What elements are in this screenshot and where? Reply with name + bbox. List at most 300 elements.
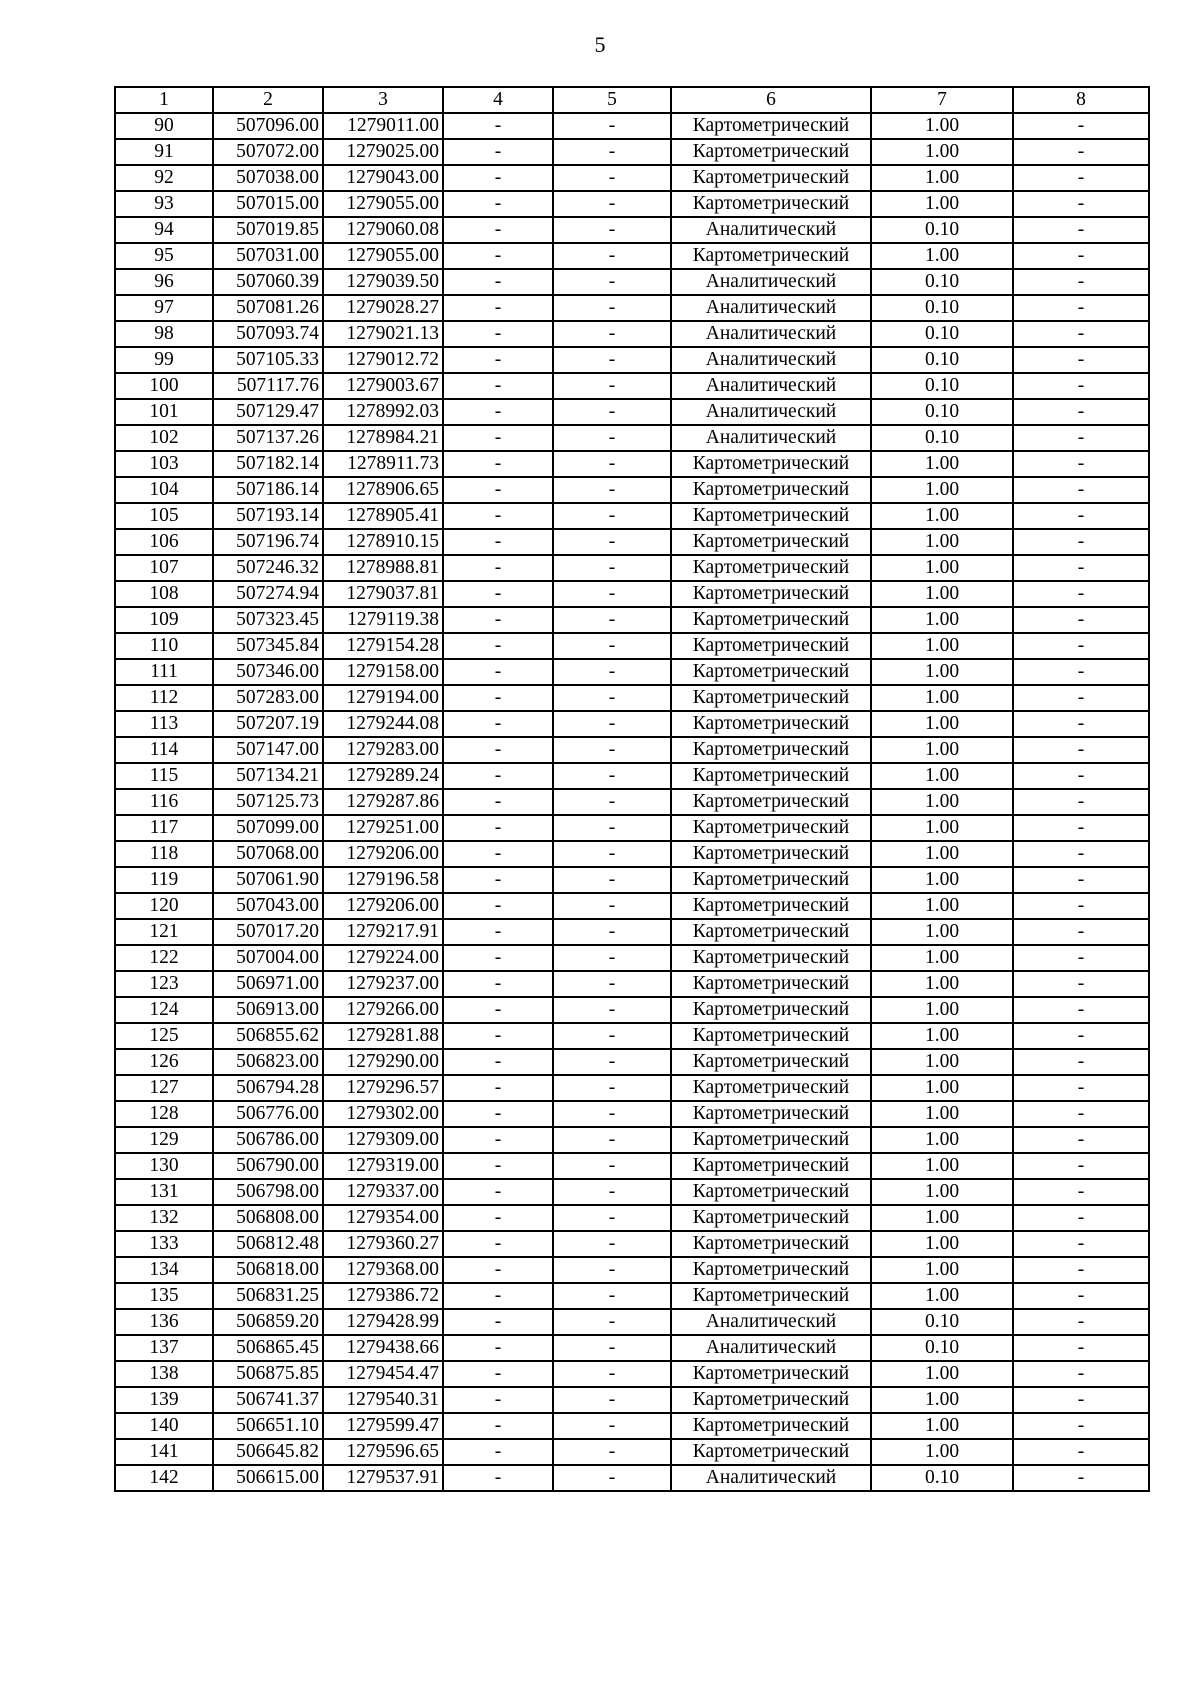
col4-cell: - [443,399,553,425]
col4-cell: - [443,945,553,971]
method-cell: Картометрический [671,789,871,815]
method-cell: Аналитический [671,1465,871,1491]
table-row [115,659,1149,685]
accuracy-cell: 1.00 [871,165,1013,191]
x-coordinate-cell: 507061.90 [213,867,323,893]
point-number-cell: 99 [115,347,213,373]
col5-cell: - [553,1231,671,1257]
table-row [115,1049,1149,1075]
method-cell: Картометрический [671,893,871,919]
point-number-cell: 117 [115,815,213,841]
col4-cell: - [443,295,553,321]
col8-cell: - [1013,243,1149,269]
col4-cell: - [443,1075,553,1101]
table-row [115,711,1149,737]
method-cell: Аналитический [671,1335,871,1361]
point-number-cell: 139 [115,1387,213,1413]
col8-cell: - [1013,789,1149,815]
col5-cell: - [553,1049,671,1075]
y-coordinate-cell: 1279438.66 [323,1335,443,1361]
method-cell: Аналитический [671,295,871,321]
col4-cell: - [443,867,553,893]
col4-cell: - [443,477,553,503]
col8-cell: - [1013,1465,1149,1491]
method-cell: Картометрический [671,1439,871,1465]
col4-cell: - [443,685,553,711]
method-cell: Картометрический [671,919,871,945]
y-coordinate-cell: 1279251.00 [323,815,443,841]
table-row [115,425,1149,451]
table-row [115,321,1149,347]
col4-cell: - [443,893,553,919]
y-coordinate-cell: 1279302.00 [323,1101,443,1127]
col8-cell: - [1013,711,1149,737]
point-number-cell: 94 [115,217,213,243]
col5-cell: - [553,113,671,139]
x-coordinate-cell: 506859.20 [213,1309,323,1335]
col4-cell: - [443,113,553,139]
method-cell: Картометрический [671,1127,871,1153]
col8-cell: - [1013,997,1149,1023]
x-coordinate-cell: 507015.00 [213,191,323,217]
y-coordinate-cell: 1279283.00 [323,737,443,763]
y-coordinate-cell: 1279537.91 [323,1465,443,1491]
column-header: 7 [871,87,1013,113]
col8-cell: - [1013,139,1149,165]
table-row [115,243,1149,269]
col8-cell: - [1013,373,1149,399]
accuracy-cell: 1.00 [871,477,1013,503]
method-cell: Картометрический [671,243,871,269]
method-cell: Картометрический [671,841,871,867]
method-cell: Картометрический [671,581,871,607]
x-coordinate-cell: 507207.19 [213,711,323,737]
method-cell: Картометрический [671,503,871,529]
col5-cell: - [553,893,671,919]
col5-cell: - [553,269,671,295]
col5-cell: - [553,399,671,425]
col8-cell: - [1013,321,1149,347]
method-cell: Картометрический [671,1283,871,1309]
x-coordinate-cell: 507182.14 [213,451,323,477]
accuracy-cell: 1.00 [871,243,1013,269]
col8-cell: - [1013,1127,1149,1153]
col4-cell: - [443,971,553,997]
col8-cell: - [1013,815,1149,841]
point-number-cell: 119 [115,867,213,893]
method-cell: Картометрический [671,1101,871,1127]
table-row [115,1153,1149,1179]
accuracy-cell: 1.00 [871,581,1013,607]
col8-cell: - [1013,269,1149,295]
col8-cell: - [1013,971,1149,997]
table-row [115,347,1149,373]
col4-cell: - [443,1387,553,1413]
col4-cell: - [443,1049,553,1075]
x-coordinate-cell: 506798.00 [213,1179,323,1205]
accuracy-cell: 1.00 [871,1231,1013,1257]
x-coordinate-cell: 506818.00 [213,1257,323,1283]
x-coordinate-cell: 507081.26 [213,295,323,321]
x-coordinate-cell: 507283.00 [213,685,323,711]
y-coordinate-cell: 1278984.21 [323,425,443,451]
table-row [115,1387,1149,1413]
x-coordinate-cell: 506875.85 [213,1361,323,1387]
y-coordinate-cell: 1279237.00 [323,971,443,997]
col5-cell: - [553,1075,671,1101]
point-number-cell: 101 [115,399,213,425]
method-cell: Картометрический [671,1153,871,1179]
col5-cell: - [553,607,671,633]
col5-cell: - [553,1387,671,1413]
accuracy-cell: 1.00 [871,1257,1013,1283]
y-coordinate-cell: 1278910.15 [323,529,443,555]
x-coordinate-cell: 507129.47 [213,399,323,425]
col8-cell: - [1013,1439,1149,1465]
col8-cell: - [1013,607,1149,633]
col4-cell: - [443,139,553,165]
col5-cell: - [553,1413,671,1439]
method-cell: Картометрический [671,607,871,633]
col8-cell: - [1013,1153,1149,1179]
method-cell: Аналитический [671,399,871,425]
point-number-cell: 140 [115,1413,213,1439]
method-cell: Картометрический [671,1049,871,1075]
point-number-cell: 138 [115,1361,213,1387]
col5-cell: - [553,1101,671,1127]
col4-cell: - [443,1413,553,1439]
y-coordinate-cell: 1279368.00 [323,1257,443,1283]
col8-cell: - [1013,763,1149,789]
table-row [115,1361,1149,1387]
col4-cell: - [443,425,553,451]
x-coordinate-cell: 506971.00 [213,971,323,997]
table-row [115,139,1149,165]
col5-cell: - [553,1335,671,1361]
x-coordinate-cell: 506645.82 [213,1439,323,1465]
col5-cell: - [553,997,671,1023]
method-cell: Картометрический [671,867,871,893]
y-coordinate-cell: 1279224.00 [323,945,443,971]
col5-cell: - [553,1361,671,1387]
point-number-cell: 135 [115,1283,213,1309]
method-cell: Картометрический [671,815,871,841]
x-coordinate-cell: 506776.00 [213,1101,323,1127]
col4-cell: - [443,1127,553,1153]
method-cell: Картометрический [671,139,871,165]
table-row [115,113,1149,139]
y-coordinate-cell: 1279037.81 [323,581,443,607]
col8-cell: - [1013,1361,1149,1387]
col4-cell: - [443,529,553,555]
y-coordinate-cell: 1279596.65 [323,1439,443,1465]
x-coordinate-cell: 507038.00 [213,165,323,191]
point-number-cell: 120 [115,893,213,919]
y-coordinate-cell: 1279158.00 [323,659,443,685]
method-cell: Картометрический [671,763,871,789]
col8-cell: - [1013,841,1149,867]
method-cell: Аналитический [671,425,871,451]
col4-cell: - [443,269,553,295]
accuracy-cell: 0.10 [871,321,1013,347]
method-cell: Картометрический [671,997,871,1023]
method-cell: Картометрический [671,1231,871,1257]
table-row [115,737,1149,763]
accuracy-cell: 1.00 [871,1153,1013,1179]
col5-cell: - [553,217,671,243]
table-row [115,919,1149,945]
y-coordinate-cell: 1279028.27 [323,295,443,321]
col8-cell: - [1013,529,1149,555]
col4-cell: - [443,763,553,789]
y-coordinate-cell: 1279021.13 [323,321,443,347]
column-header: 1 [115,87,213,113]
col8-cell: - [1013,1101,1149,1127]
accuracy-cell: 1.00 [871,737,1013,763]
point-number-cell: 116 [115,789,213,815]
method-cell: Картометрический [671,1361,871,1387]
y-coordinate-cell: 1279266.00 [323,997,443,1023]
point-number-cell: 104 [115,477,213,503]
table-row [115,269,1149,295]
col5-cell: - [553,1309,671,1335]
point-number-cell: 111 [115,659,213,685]
y-coordinate-cell: 1279194.00 [323,685,443,711]
method-cell: Аналитический [671,1309,871,1335]
x-coordinate-cell: 506794.28 [213,1075,323,1101]
col8-cell: - [1013,1335,1149,1361]
col4-cell: - [443,1023,553,1049]
y-coordinate-cell: 1279354.00 [323,1205,443,1231]
method-cell: Картометрический [671,555,871,581]
x-coordinate-cell: 507060.39 [213,269,323,295]
accuracy-cell: 1.00 [871,1075,1013,1101]
col8-cell: - [1013,919,1149,945]
y-coordinate-cell: 1279196.58 [323,867,443,893]
x-coordinate-cell: 507068.00 [213,841,323,867]
point-number-cell: 125 [115,1023,213,1049]
y-coordinate-cell: 1279386.72 [323,1283,443,1309]
point-number-cell: 90 [115,113,213,139]
x-coordinate-cell: 507043.00 [213,893,323,919]
col4-cell: - [443,1153,553,1179]
table-row [115,1257,1149,1283]
col8-cell: - [1013,347,1149,373]
y-coordinate-cell: 1279337.00 [323,1179,443,1205]
col8-cell: - [1013,555,1149,581]
x-coordinate-cell: 506831.25 [213,1283,323,1309]
col8-cell: - [1013,581,1149,607]
table-row [115,503,1149,529]
point-number-cell: 133 [115,1231,213,1257]
col8-cell: - [1013,737,1149,763]
col5-cell: - [553,1439,671,1465]
col8-cell: - [1013,1283,1149,1309]
y-coordinate-cell: 1278911.73 [323,451,443,477]
column-header: 5 [553,87,671,113]
point-number-cell: 121 [115,919,213,945]
accuracy-cell: 0.10 [871,217,1013,243]
column-header: 6 [671,87,871,113]
column-header: 8 [1013,87,1149,113]
method-cell: Картометрический [671,711,871,737]
method-cell: Аналитический [671,373,871,399]
col8-cell: - [1013,945,1149,971]
accuracy-cell: 1.00 [871,893,1013,919]
col4-cell: - [443,737,553,763]
col5-cell: - [553,295,671,321]
table-row [115,581,1149,607]
table-row [115,399,1149,425]
accuracy-cell: 1.00 [871,1127,1013,1153]
col4-cell: - [443,165,553,191]
col8-cell: - [1013,1179,1149,1205]
col8-cell: - [1013,503,1149,529]
col4-cell: - [443,321,553,347]
col4-cell: - [443,1231,553,1257]
col4-cell: - [443,633,553,659]
point-number-cell: 122 [115,945,213,971]
table-row [115,867,1149,893]
table-row [115,1023,1149,1049]
col8-cell: - [1013,425,1149,451]
y-coordinate-cell: 1279289.24 [323,763,443,789]
col4-cell: - [443,1361,553,1387]
accuracy-cell: 1.00 [871,1387,1013,1413]
accuracy-cell: 1.00 [871,841,1013,867]
col5-cell: - [553,347,671,373]
y-coordinate-cell: 1279039.50 [323,269,443,295]
point-number-cell: 100 [115,373,213,399]
method-cell: Картометрический [671,191,871,217]
y-coordinate-cell: 1279360.27 [323,1231,443,1257]
col5-cell: - [553,1153,671,1179]
accuracy-cell: 1.00 [871,659,1013,685]
x-coordinate-cell: 507137.26 [213,425,323,451]
method-cell: Картометрический [671,971,871,997]
col8-cell: - [1013,1075,1149,1101]
method-cell: Аналитический [671,321,871,347]
col4-cell: - [443,659,553,685]
col8-cell: - [1013,685,1149,711]
accuracy-cell: 1.00 [871,607,1013,633]
accuracy-cell: 1.00 [871,1283,1013,1309]
col8-cell: - [1013,399,1149,425]
col8-cell: - [1013,1049,1149,1075]
accuracy-cell: 1.00 [871,1205,1013,1231]
table-row [115,555,1149,581]
accuracy-cell: 0.10 [871,1309,1013,1335]
accuracy-cell: 0.10 [871,295,1013,321]
y-coordinate-cell: 1279319.00 [323,1153,443,1179]
accuracy-cell: 1.00 [871,113,1013,139]
point-number-cell: 102 [115,425,213,451]
y-coordinate-cell: 1279296.57 [323,1075,443,1101]
x-coordinate-cell: 507246.32 [213,555,323,581]
method-cell: Картометрический [671,1075,871,1101]
method-cell: Аналитический [671,269,871,295]
col4-cell: - [443,1439,553,1465]
col8-cell: - [1013,217,1149,243]
col5-cell: - [553,945,671,971]
x-coordinate-cell: 507117.76 [213,373,323,399]
table-row [115,373,1149,399]
point-number-cell: 128 [115,1101,213,1127]
table-row [115,945,1149,971]
y-coordinate-cell: 1279060.08 [323,217,443,243]
x-coordinate-cell: 507196.74 [213,529,323,555]
x-coordinate-cell: 507072.00 [213,139,323,165]
x-coordinate-cell: 506615.00 [213,1465,323,1491]
col4-cell: - [443,815,553,841]
accuracy-cell: 1.00 [871,997,1013,1023]
point-number-cell: 131 [115,1179,213,1205]
col5-cell: - [553,425,671,451]
table-row [115,1413,1149,1439]
col4-cell: - [443,789,553,815]
col4-cell: - [443,711,553,737]
y-coordinate-cell: 1279599.47 [323,1413,443,1439]
col5-cell: - [553,503,671,529]
col4-cell: - [443,1101,553,1127]
col5-cell: - [553,1023,671,1049]
table-row [115,1179,1149,1205]
point-number-cell: 112 [115,685,213,711]
method-cell: Картометрический [671,113,871,139]
x-coordinate-cell: 506808.00 [213,1205,323,1231]
table-row [115,893,1149,919]
accuracy-cell: 1.00 [871,711,1013,737]
col8-cell: - [1013,113,1149,139]
method-cell: Картометрический [671,659,871,685]
table-row [115,1101,1149,1127]
table-row [115,1205,1149,1231]
col4-cell: - [443,607,553,633]
table-row [115,763,1149,789]
point-number-cell: 109 [115,607,213,633]
y-coordinate-cell: 1279206.00 [323,893,443,919]
column-header: 2 [213,87,323,113]
x-coordinate-cell: 506786.00 [213,1127,323,1153]
table-header-row [115,87,1149,113]
y-coordinate-cell: 1279206.00 [323,841,443,867]
y-coordinate-cell: 1278988.81 [323,555,443,581]
accuracy-cell: 0.10 [871,425,1013,451]
col8-cell: - [1013,633,1149,659]
accuracy-cell: 1.00 [871,529,1013,555]
table-row [115,295,1149,321]
accuracy-cell: 0.10 [871,399,1013,425]
col5-cell: - [553,451,671,477]
col4-cell: - [443,1335,553,1361]
point-number-cell: 95 [115,243,213,269]
point-number-cell: 106 [115,529,213,555]
col8-cell: - [1013,1257,1149,1283]
point-number-cell: 142 [115,1465,213,1491]
col5-cell: - [553,529,671,555]
x-coordinate-cell: 507345.84 [213,633,323,659]
x-coordinate-cell: 507019.85 [213,217,323,243]
point-number-cell: 136 [115,1309,213,1335]
y-coordinate-cell: 1279011.00 [323,113,443,139]
point-number-cell: 114 [115,737,213,763]
col5-cell: - [553,1127,671,1153]
method-cell: Картометрический [671,1023,871,1049]
col5-cell: - [553,191,671,217]
point-number-cell: 113 [115,711,213,737]
y-coordinate-cell: 1279055.00 [323,243,443,269]
accuracy-cell: 1.00 [871,945,1013,971]
